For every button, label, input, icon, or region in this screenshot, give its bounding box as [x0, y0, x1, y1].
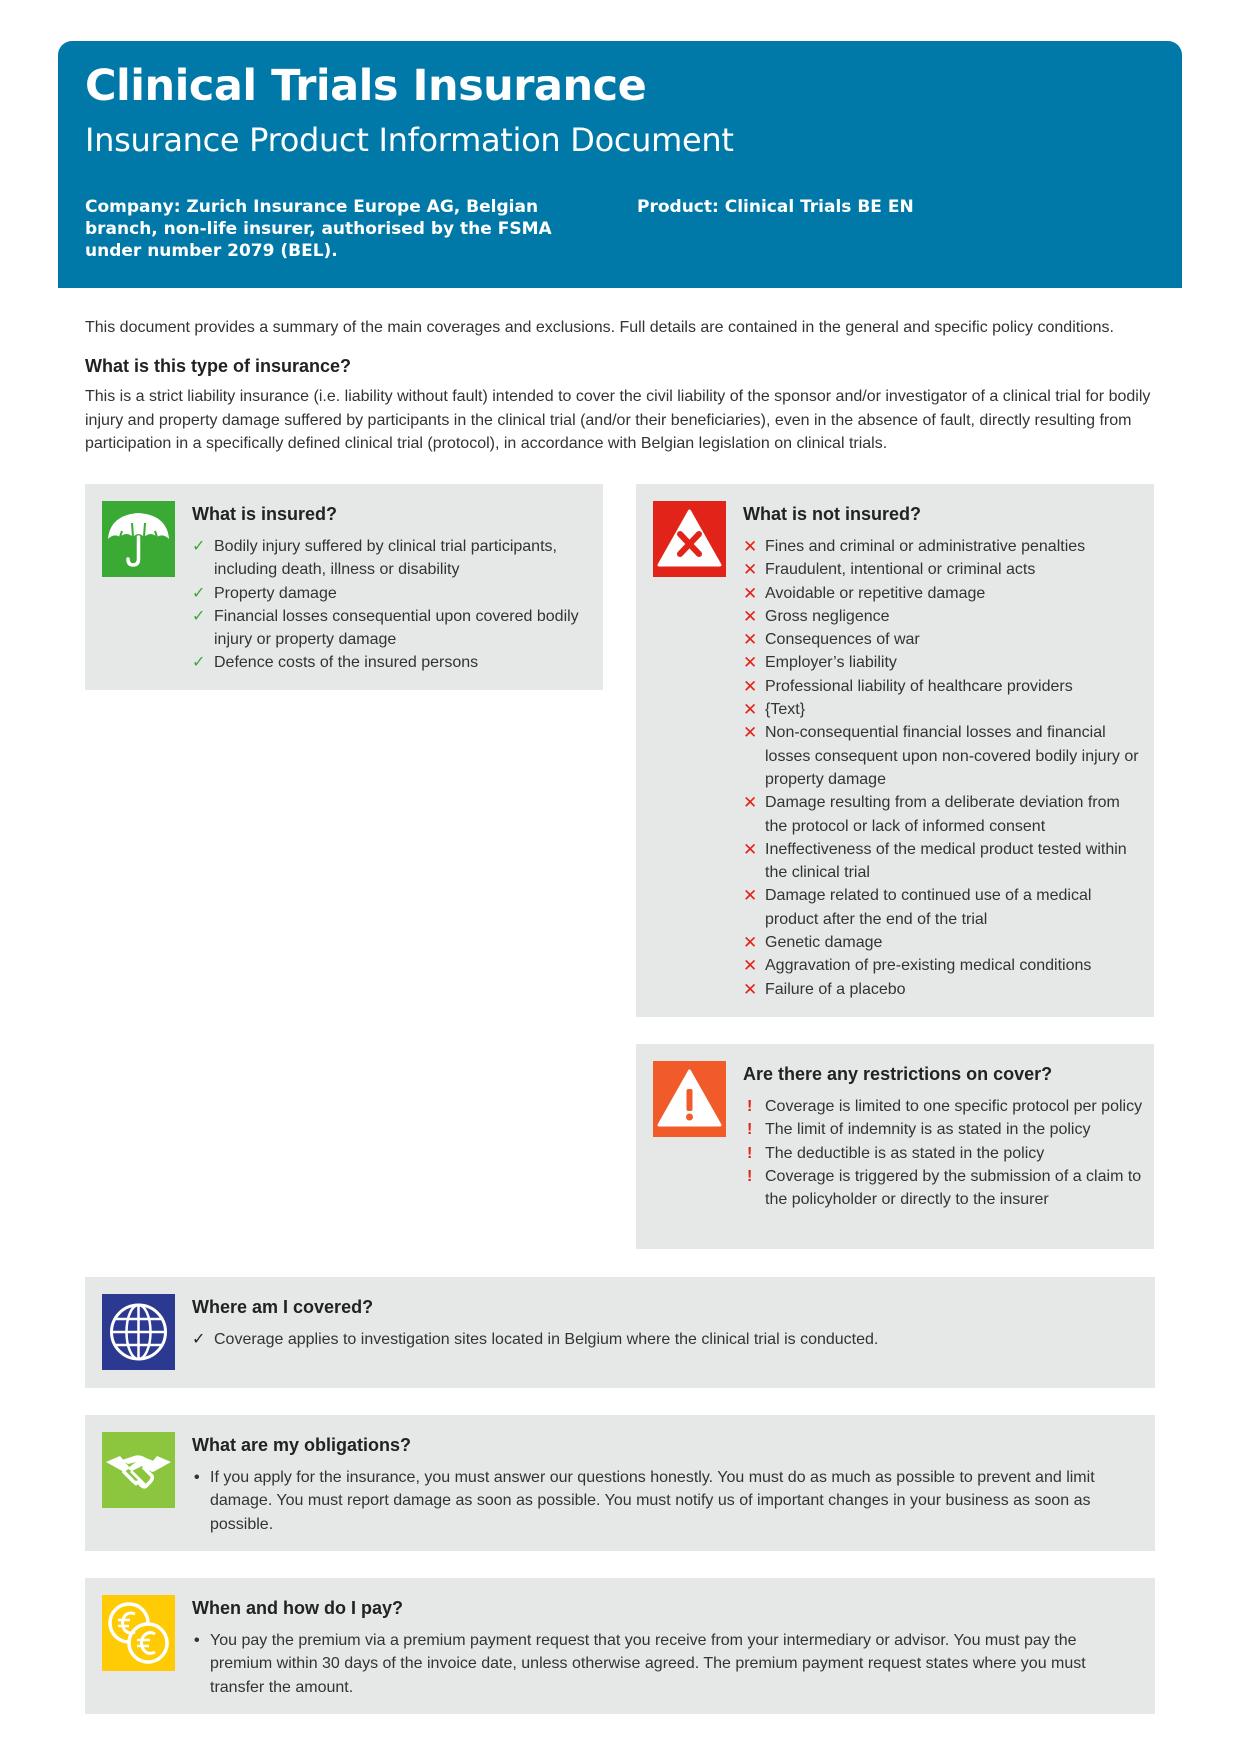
list-item: ✕ Employer’s liability	[743, 651, 1143, 674]
obligations-list	[192, 1466, 1132, 1536]
list-item: ! Coverage is limited to one specific protocol per policy	[743, 1095, 1143, 1118]
cross-icon: ✕	[743, 700, 758, 720]
list-item: ✕ Avoidable or repetitive damage	[743, 582, 1143, 605]
list-item: ✕ Consequences of war	[743, 628, 1143, 651]
restrictions-list	[743, 1095, 1143, 1211]
list-item: ✓ Property damage	[192, 582, 582, 605]
list-item: ! The deductible is as stated in the policy	[743, 1142, 1143, 1165]
euro-coins-icon	[102, 1595, 175, 1671]
check-icon: ✓	[192, 654, 206, 672]
exclamation-icon: !	[747, 1144, 753, 1162]
not-insured-section	[636, 484, 1154, 1017]
obligations-heading: What are my obligations?	[192, 1435, 412, 1455]
restrictions-heading: Are there any restrictions on cover?	[743, 1064, 1053, 1084]
payment-section	[85, 1578, 1155, 1714]
list-item: ✕ Damage resulting from a deliberate deviation from the protocol or lack of informed consent	[743, 793, 1120, 835]
cross-icon: ✕	[743, 793, 758, 813]
check-icon: ✓	[192, 584, 206, 602]
cross-icon: ✕	[743, 839, 758, 859]
cross-icon: ✕	[743, 653, 758, 673]
warning-cross-icon	[653, 501, 726, 577]
list-item: ✕ Gross negligence	[743, 605, 1143, 628]
list-item: ✓ Financial losses consequential upon covered bodily injury or property damage	[192, 605, 582, 652]
obligations-section	[85, 1415, 1155, 1551]
list-item: ! The limit of indemnity is as stated in the policy	[743, 1118, 1143, 1141]
insurance-type-heading: What is this type of insurance?	[85, 356, 352, 376]
cross-icon: ✕	[743, 979, 758, 999]
list-item: ✕ Professional liability of healthcare providers	[743, 675, 1143, 698]
list-item: ✕ Failure of a placebo	[743, 978, 1143, 1001]
list-item: ✕ Aggravation of pre-existing medical conditions	[743, 954, 1143, 977]
cross-icon: ✕	[743, 933, 758, 953]
bullet-icon: •	[194, 1632, 200, 1649]
intro-text: This document provides a summary of the main coverages and exclusions. Full details are contained in the general and specific policy conditions.	[85, 319, 1114, 336]
cross-icon: ✕	[743, 583, 758, 603]
list-item: ✕ Non-consequential financial losses and financial losses consequent upon non-covered bodily injury or property damage	[743, 723, 1139, 788]
warning-exclamation-icon	[653, 1061, 726, 1137]
handshake-icon	[102, 1432, 175, 1508]
list-item: ✓ Coverage applies to investigation sites located in Belgium where the clinical trial is conducted.	[192, 1328, 1132, 1351]
payment-heading: When and how do I pay?	[192, 1598, 403, 1618]
document-title: Clinical Trials Insurance	[85, 61, 647, 111]
header-banner	[58, 41, 1182, 288]
list-item: ✕ Genetic damage	[743, 931, 1143, 954]
not-insured-list	[743, 535, 1143, 1001]
bullet-icon: •	[194, 1469, 200, 1486]
list-item: ✓ Defence costs of the insured persons	[192, 651, 582, 674]
exclamation-icon: !	[747, 1121, 753, 1139]
restrictions-section	[636, 1044, 1154, 1249]
cross-icon: ✕	[743, 886, 758, 906]
check-icon: ✓	[192, 538, 206, 555]
insured-section	[85, 484, 603, 690]
umbrella-icon	[102, 501, 175, 577]
list-item: • You pay the premium via a premium payment request that you receive from your intermediary or advisor. You must pay the premium within 30 days of the invoice date, unless otherwise agreed. The premium payment request states where you must transfer the amount.	[192, 1629, 1132, 1699]
insured-heading: What is insured?	[192, 504, 338, 524]
exclamation-icon: !	[747, 1167, 753, 1185]
list-item: ! Coverage is triggered by the submission of a claim to the policyholder or directly to the insurer	[743, 1165, 1143, 1212]
exclamation-icon: !	[747, 1098, 753, 1115]
list-item: ✕ Damage related to continued use of a medical product after the end of the trial	[743, 886, 1092, 928]
globe-icon	[102, 1294, 175, 1370]
cross-icon: ✕	[743, 723, 758, 743]
list-item: ✕ Fraudulent, intentional or criminal acts	[743, 558, 1143, 581]
list-item: • If you apply for the insurance, you must answer our questions honestly. You must do as much as possible to prevent and limit damage. You must report damage as soon as possible. You must notify us of important changes in your business as soon as possible.	[192, 1466, 1132, 1536]
insurance-type-description: This is a strict liability insurance (i.e. liability without fault) intended to cover the civil liability of the sponsor and/or investigator of a clinical trial for bodily injury and property damage suffered by participants in the clinical trial (and/or their beneficiaries), even in the absence of fault, directly resulting from participation in a specifically defined clinical trial (protocol), in accordance with Belgian legislation on clinical trials.	[85, 388, 1151, 452]
cross-icon: ✕	[743, 676, 758, 696]
cross-icon: ✕	[743, 956, 758, 976]
coverage-area-list	[192, 1328, 1132, 1351]
check-icon: ✓	[192, 607, 206, 625]
cross-icon: ✕	[743, 537, 758, 556]
document-subtitle: Insurance Product Information Document	[85, 121, 734, 159]
cross-icon: ✕	[743, 630, 758, 650]
list-item: ✓ Bodily injury suffered by clinical trial participants, including death, illness or disability	[192, 535, 582, 582]
list-item: ✕ Ineffectiveness of the medical product tested within the clinical trial	[743, 839, 1127, 882]
list-item: ✕ {Text}	[743, 698, 1143, 721]
list-item: ✕ Fines and criminal or administrative penalties	[743, 535, 1143, 558]
coverage-area-section	[85, 1277, 1155, 1388]
insured-list	[192, 535, 582, 675]
cross-icon: ✕	[743, 606, 758, 626]
cross-icon: ✕	[743, 560, 758, 580]
payment-list	[192, 1629, 1132, 1699]
not-insured-heading: What is not insured?	[743, 504, 921, 524]
product-info: Product: Clinical Trials BE EN	[637, 197, 914, 217]
check-icon: ✓	[192, 1331, 206, 1348]
company-info: Company: Zurich Insurance Europe AG, Belgian branch, non-life insurer, authorised by the FSMA under number 2079 (BEL).	[85, 197, 552, 261]
coverage-area-heading: Where am I covered?	[192, 1297, 374, 1317]
